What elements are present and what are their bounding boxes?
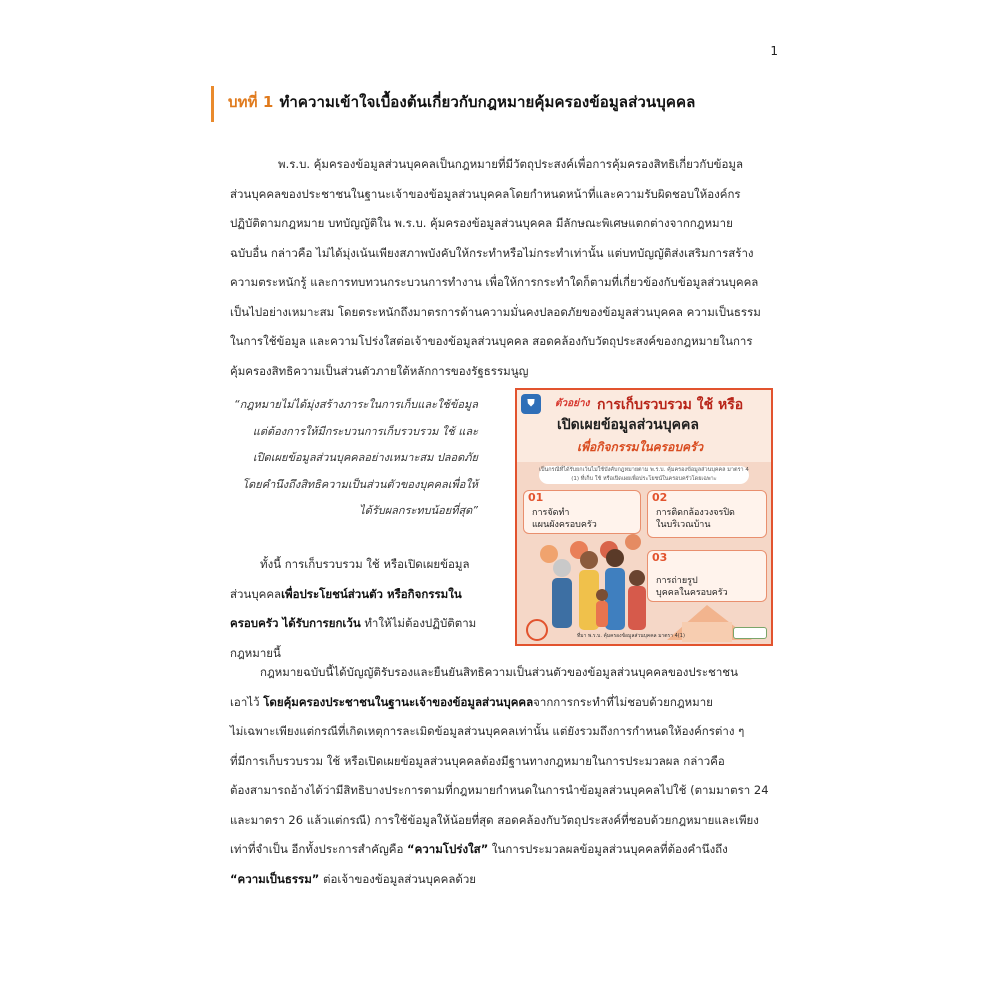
chapter-heading bbox=[228, 90, 695, 114]
paragraph-line: และมาตรา 26 แล้วแต่กรณี) การใช้ข้อมูลให้น้อยที่สุด สอดคล้องกับวัตถุประสงค์ที่ชอบด้วยกฎหมายและเพียง bbox=[230, 812, 759, 827]
quote-line: เปิดเผยข้อมูลส่วนบุคคลอย่างเหมาะสม ปลอดภัย bbox=[252, 451, 478, 464]
card-text-line: ในบริเวณบ้าน bbox=[656, 520, 711, 530]
chapter-label: บทที่ 1 bbox=[228, 93, 274, 111]
text-run: ทำให้ไม่ต้องปฏิบัติตาม bbox=[360, 616, 477, 630]
pull-quote bbox=[230, 392, 510, 525]
card-text bbox=[532, 507, 597, 531]
organization-logo-icon bbox=[733, 627, 767, 639]
paragraph-line: ส่วนบุคคลของประชาชนในฐานะเจ้าของข้อมูลส่วนบุคคลโดยกำหนดหน้าที่และความรับผิดชอบให้องค์กร bbox=[230, 186, 741, 201]
paragraph-line: ต้องสามารถอ้างได้ว่ามีสิทธิบางประการตามที่กฎหมายกำหนดในการนำข้อมูลส่วนบุคคลไปใช้ (ตามมาตรา 24 bbox=[230, 783, 769, 797]
child-body-icon bbox=[596, 601, 608, 627]
page-number: 1 bbox=[770, 44, 778, 58]
infographic-footer: ที่มา พ.ร.บ. คุ้มครองข้อมูลส่วนบุคคล มาตรา 4(1) bbox=[577, 633, 685, 639]
card-text bbox=[656, 575, 728, 599]
grandmother-body-icon bbox=[628, 586, 646, 630]
card-text-line: การถ่ายรูป bbox=[656, 576, 698, 586]
card-number: 02 bbox=[652, 491, 668, 504]
infographic-title-line1: การเก็บรวบรวม ใช้ หรือ bbox=[597, 397, 744, 413]
text-run: เอาไว้ bbox=[230, 694, 264, 709]
infographic-title-line3: เพื่อกิจกรรมในครอบครัว bbox=[577, 440, 704, 454]
example-card-1 bbox=[523, 490, 641, 534]
card-number: 01 bbox=[528, 491, 544, 504]
paragraph-line: คุ้มครองสิทธิความเป็นส่วนตัวภายใต้หลักการของรัฐธรรมนูญ bbox=[230, 363, 529, 378]
infographic bbox=[515, 388, 773, 646]
paragraph-line bbox=[230, 835, 770, 865]
paragraph-line: ปฏิบัติตามกฎหมาย บทบัญญัติใน พ.ร.บ. คุ้มครองข้อมูลส่วนบุคคล มีลักษณะพิเศษแตกต่างจากกฎหมาย bbox=[230, 216, 733, 230]
family-tree-node-icon bbox=[540, 545, 558, 563]
target-ring-icon bbox=[527, 620, 547, 640]
grandfather-icon bbox=[553, 559, 571, 577]
exemption-paragraph bbox=[230, 550, 520, 668]
bold-text: เพื่อประโยชน์ส่วนตัว หรือกิจกรรมใน bbox=[281, 586, 462, 601]
quote-line: ได้รับผลกระทบน้อยที่สุด” bbox=[359, 504, 478, 517]
card-number: 03 bbox=[652, 551, 668, 564]
chapter-accent-bar bbox=[211, 86, 214, 122]
quote-line: “กฎหมายไม่ได้มุ่งสร้างภาระในการเก็บและใช้ข้อมูล bbox=[233, 398, 478, 411]
grandfather-body-icon bbox=[552, 578, 572, 628]
paragraph-line bbox=[230, 865, 770, 895]
rights-paragraph bbox=[230, 658, 770, 894]
bold-text: ครอบครัว ได้รับการยกเว้น bbox=[230, 616, 361, 630]
family-tree-node-icon bbox=[625, 534, 641, 550]
example-card-2 bbox=[647, 490, 767, 538]
bold-text: “ความเป็นธรรม” bbox=[230, 871, 320, 886]
card-text-line: บุคคลในครอบครัว bbox=[656, 588, 728, 598]
paragraph-line: ความตระหนักรู้ และการทบทวนกระบวนการทำงาน เพื่อให้การกระทำใดก็ตามที่เกี่ยวข้องกับข้อมูลส่วนบุคคล bbox=[230, 275, 759, 289]
example-card-3 bbox=[647, 550, 767, 602]
chapter-title: ทำความเข้าใจเบื้องต้นเกี่ยวกับกฎหมายคุ้มครองข้อมูลส่วนบุคคล bbox=[279, 93, 696, 111]
bold-text: โดยคุ้มครองประชาชนในฐานะเจ้าของข้อมูลส่วนบุคคล bbox=[263, 694, 534, 709]
child-icon bbox=[596, 589, 608, 601]
paragraph-line bbox=[230, 609, 520, 639]
paragraph-line: ทั้งนี้ การเก็บรวบรวม ใช้ หรือเปิดเผยข้อมูล bbox=[260, 557, 470, 571]
text-run: เท่าที่จำเป็น อีกทั้งประการสำคัญคือ bbox=[230, 842, 408, 856]
card-text-line: การติดกล้องวงจรปิด bbox=[656, 508, 735, 518]
quote-line: โดยคำนึงถึงสิทธิความเป็นส่วนตัวของบุคคลเพื่อให้ bbox=[242, 477, 478, 491]
mother-icon bbox=[580, 551, 598, 569]
text-run: ในการประมวลผลข้อมูลส่วนบุคคลที่ต้องคำนึงถึง bbox=[488, 842, 728, 856]
card-text-line: การจัดทำ bbox=[532, 508, 570, 518]
text-run: จากการกระทำที่ไม่ชอบด้วยกฎหมาย bbox=[533, 694, 713, 709]
infographic-subtitle: เป็นกรณีที่ได้รับยกเว้นไม่ใช้บังคับกฎหมายตาม พ.ร.บ. คุ้มครองข้อมูลส่วนบุคคล มาตรา 4 (1) ที่เก็บ ใช้ หรือเปิดเผยเพื่อประโยชน์ในครอบครัวโดยเฉพาะ bbox=[539, 467, 749, 482]
paragraph-line: กฎหมายนี้ bbox=[230, 645, 281, 660]
bold-text: “ความโปร่งใส” bbox=[407, 842, 489, 856]
paragraph-line: เป็นไปอย่างเหมาะสม โดยตระหนักถึงมาตรการด้านความมั่นคงปลอดภัยของข้อมูลส่วนบุคคล ความเป็นธรรม bbox=[230, 304, 761, 319]
paragraph-line bbox=[230, 580, 520, 610]
infographic-prefix: ตัวอย่าง bbox=[555, 398, 590, 409]
paragraph-line: กฎหมายฉบับนี้ได้บัญญัติรับรองและยืนยันสิทธิความเป็นส่วนตัวของข้อมูลส่วนบุคคลของประชาชน bbox=[260, 665, 738, 679]
father-icon bbox=[606, 549, 624, 567]
paragraph-line: ฉบับอื่น กล่าวคือ ไม่ได้มุ่งเน้นเพียงสภาพบังคับให้กระทำหรือไม่กระทำเท่านั้น แต่บทบัญญัติส่งเสริมการสร้าง bbox=[230, 245, 754, 260]
paragraph-line: พ.ร.บ. คุ้มครองข้อมูลส่วนบุคคลเป็นกฎหมายที่มีวัตถุประสงค์เพื่อการคุ้มครองสิทธิเกี่ยวกับข้อมูล bbox=[278, 157, 744, 171]
grandmother-icon bbox=[629, 570, 645, 586]
quote-line: แต่ต้องการให้มีกระบวนการเก็บรวบรวม ใช้ และ bbox=[252, 424, 478, 438]
infographic-title-line2: เปิดเผยข้อมูลส่วนบุคคล bbox=[557, 417, 699, 433]
card-text bbox=[656, 507, 735, 531]
paragraph-line bbox=[230, 688, 770, 718]
card-text-line: แผนผังครอบครัว bbox=[532, 520, 597, 530]
house-wall-icon bbox=[682, 622, 732, 642]
paragraph-line: ที่มีการเก็บรวบรวม ใช้ หรือเปิดเผยข้อมูลส่วนบุคคลต้องมีฐานทางกฎหมายในการประมวลผล กล่าวคือ bbox=[230, 753, 725, 768]
intro-paragraph bbox=[230, 150, 770, 386]
text-run: ส่วนบุคคล bbox=[230, 586, 282, 601]
paragraph-line: ไม่เฉพาะเพียงแต่กรณีที่เกิดเหตุการละเมิดข้อมูลส่วนบุคคลเท่านั้น แต่ยังรวมถึงการกำหนดให้องค์กรต่าง ๆ bbox=[230, 724, 745, 738]
shield-logo-icon: ⛊ bbox=[521, 394, 541, 414]
paragraph-line: ในการใช้ข้อมูล และความโปร่งใสต่อเจ้าของข้อมูลส่วนบุคคล สอดคล้องกับวัตถุประสงค์ของกฎหมายในการ bbox=[230, 334, 753, 348]
text-run: ต่อเจ้าของข้อมูลส่วนบุคคลด้วย bbox=[319, 871, 477, 886]
